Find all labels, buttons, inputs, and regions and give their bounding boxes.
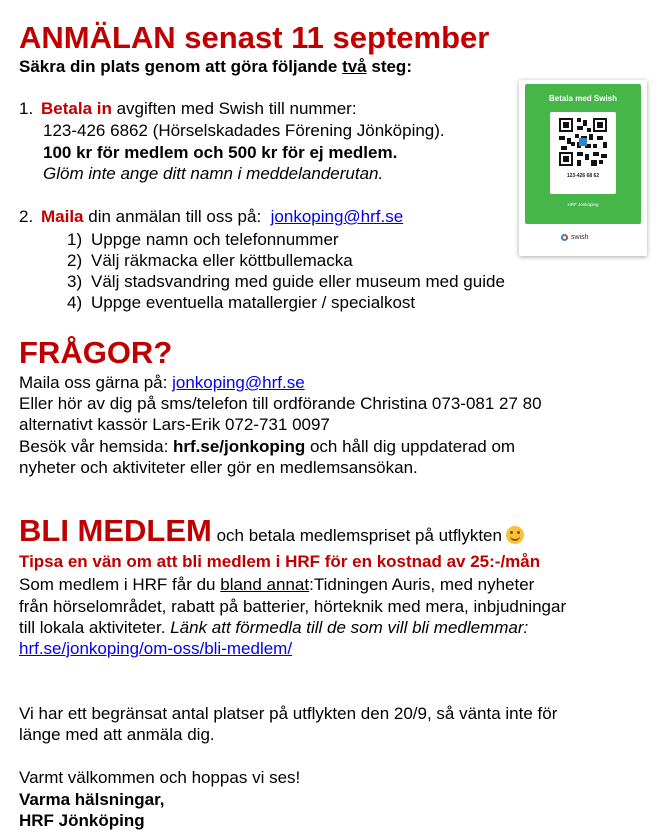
step1-line2: 123-426 6862 (Hörselskadades Förening Jönköping). — [43, 121, 445, 140]
swish-logo-icon — [561, 234, 568, 241]
step2-line1: 2. Maila din anmälan till oss på: jonkoping@hrf.se — [19, 207, 404, 226]
swish-title: Betala med Swish — [548, 94, 618, 103]
fragor-line3: alternativt kassör Lars-Erik 072-731 0097 — [19, 415, 330, 434]
fragor-heading: FRÅGOR? — [19, 335, 173, 370]
step1-line3: 100 kr för medlem och 500 kr för ej medlem. — [43, 143, 398, 162]
swish-number: 123-426 68 62 — [566, 173, 600, 179]
fragor-line5: nyheter och aktiviteter eller gör en medlemsansökan. — [19, 458, 418, 477]
fragor-email-link[interactable]: jonkoping@hrf.se — [172, 373, 305, 392]
medlem-tip: Tipsa en vän om att bli medlem i HRF för en kostnad av 25:-/mån — [19, 552, 541, 571]
qr-code — [550, 112, 616, 194]
anmalan-subheading: Säkra din plats genom att göra följande två steg: — [19, 57, 412, 76]
bli-medlem-link[interactable]: hrf.se/jonkoping/om-oss/bli-medlem/ — [19, 639, 293, 658]
closing-line1: Vi har ett begränsat antal platser på utflykten den 20/9, så vänta inte för — [19, 704, 558, 723]
step2-email-link[interactable]: jonkoping@hrf.se — [270, 207, 404, 226]
fragor-line1: Maila oss gärna på: jonkoping@hrf.se — [19, 373, 305, 392]
step2-item: 4) Uppge eventuella matallergier / specialkost — [67, 293, 416, 312]
smiling-face-icon — [506, 526, 524, 544]
closing-signature: HRF Jönköping — [19, 811, 145, 830]
fragor-line4: Besök vår hemsida: hrf.se/jonkoping och håll dig uppdaterad om — [19, 437, 516, 456]
medlem-line3: till lokala aktiviteter. Länk att förmedla till de som vill bli medlemmar: — [19, 618, 529, 637]
anmalan-heading: ANMÄLAN senast 11 september — [19, 20, 490, 55]
medlem-line2: från hörselområdet, rabatt på batterier, hörteknik med mera, inbjudningar — [19, 597, 567, 616]
swish-card — [519, 80, 647, 256]
step2-item: 2) Välj räkmacka eller köttbullemacka — [67, 251, 353, 270]
medlem-link — [19, 638, 292, 659]
swish-green-panel — [525, 84, 641, 224]
medlem-heading: BLI MEDLEM och betala medlemspriset på utflykten — [19, 514, 524, 553]
step2-item: 1) Uppge namn och telefonnummer — [67, 230, 339, 249]
fragor-line2: Eller hör av dig på sms/telefon till ordförande Christina 073-081 27 80 — [19, 394, 542, 413]
swish-logo: swish — [561, 234, 589, 241]
step2-item: 3) Välj stadsvandring med guide eller museum med guide — [67, 272, 505, 291]
step1-line1: 1. Betala in avgiften med Swish till nummer: — [19, 99, 357, 118]
closing-greeting: Varma hälsningar, — [19, 790, 165, 809]
medlem-line1: Som medlem i HRF får du bland annat:Tidningen Auris, med nyheter — [19, 575, 535, 594]
qr-code-icon — [559, 118, 607, 166]
step1-line4: Glöm inte ange ditt namn i meddelanderutan. — [43, 164, 384, 183]
swish-org: HRF Jönköping — [567, 202, 599, 207]
closing-line2: länge med att anmäla dig. — [19, 725, 215, 744]
closing-line3: Varmt välkommen och hoppas vi ses! — [19, 768, 301, 787]
